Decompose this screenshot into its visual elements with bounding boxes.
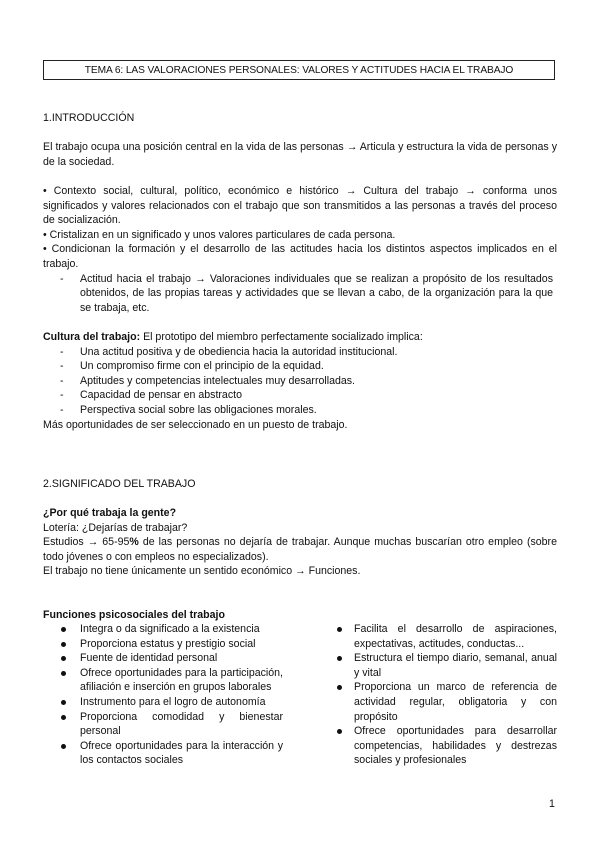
funcion-item: Ofrece oportunidades para desarrollar competencias, habilidades y destrezas sociales y profesionales <box>335 724 557 768</box>
funcion-item: Proporciona comodidad y bienestar personal <box>43 710 283 739</box>
cultura-block <box>43 330 557 432</box>
funciones-right-list <box>335 622 557 768</box>
significado-block <box>43 506 557 579</box>
funcion-item: Ofrece oportunidades para la participación, afiliación e inserción en grupos laborales <box>43 666 283 695</box>
cultura-closing: Más oportunidades de ser seleccionado en un puesto de trabajo. <box>43 418 348 431</box>
loteria-line: Lotería: ¿Dejarías de trabajar? <box>43 521 188 534</box>
cultura-item: - Aptitudes y competencias intelectuales muy desarrolladas. <box>43 374 557 389</box>
funciones-left-column <box>43 622 283 768</box>
attitude-list <box>43 272 557 316</box>
cultura-text: El prototipo del miembro perfectamente socializado implica: <box>140 331 423 343</box>
cultura-intro <box>43 330 557 345</box>
funciones-heading: Funciones psicosociales del trabajo <box>43 609 225 621</box>
economico-line: El trabajo no tiene únicamente un sentido económico → Funciones. <box>43 565 361 578</box>
cultura-item: - Un compromiso firme con el principio de la equidad. <box>43 359 557 374</box>
question-heading: ¿Por qué trabaja la gente? <box>43 507 177 519</box>
section-1-heading: 1.INTRODUCCIÓN <box>43 112 135 124</box>
funcion-item: Proporciona estatus y prestigio social <box>43 637 283 652</box>
intro-bullet: • Cristalizan en un significado y unos valores particulares de cada persona. <box>43 228 396 241</box>
estudios-paragraph <box>43 535 557 564</box>
cultura-label: Cultura del trabajo: <box>43 331 141 343</box>
section-2-heading: 2.SIGNIFICADO DEL TRABAJO <box>43 478 196 490</box>
cultura-list <box>43 345 557 418</box>
funcion-item: Instrumento para el logro de autonomía <box>43 695 283 710</box>
funciones-right-column <box>335 622 557 768</box>
cultura-item: - Una actitud positiva y de obediencia hacia la autoridad institucional. <box>43 345 557 360</box>
estudios-start: Estudios → 65-95 <box>43 536 130 549</box>
cultura-item: - Perspectiva social sobre las obligaciones morales. <box>43 403 557 418</box>
funcion-item: Facilita el desarrollo de aspiraciones, expectativas, actitudes, conductas... <box>335 622 557 651</box>
estudios-percent: % <box>129 536 139 549</box>
intro-paragraph: El trabajo ocupa una posición central en la vida de las personas → Articula y estructura la vida de personas y de la sociedad. <box>43 141 557 168</box>
funcion-item: Proporciona un marco de referencia de actividad regular, obligatoria y con propósito <box>335 680 557 724</box>
page-number: 1 <box>549 798 555 810</box>
cultura-item: - Capacidad de pensar en abstracto <box>43 388 557 403</box>
intro-bullets <box>43 184 557 315</box>
funcion-item: Integra o da significado a la existencia <box>43 622 283 637</box>
funcion-item: Fuente de identidad personal <box>43 651 283 666</box>
estudios-rest: de las personas no dejaría de trabajar. Aunque muchas buscarían otro empleo (sobre todo jóvenes o con empleos no especializados). <box>43 536 557 563</box>
intro-bullet: • Contexto social, cultural, político, económico e histórico → Cultura del trabajo → conforma unos significados y valores relacionados con el trabajo que son transmitidos a las personas a través del proceso de socialización. <box>43 185 557 227</box>
document-title: TEMA 6: LAS VALORACIONES PERSONALES: VALORES Y ACTITUDES HACIA EL TRABAJO <box>43 60 555 80</box>
attitude-item: - Actitud hacia el trabajo → Valoraciones individuales que se realizan a propósito de los resultados obtenidos, de las propias tareas y actividades que se llevan a cabo, de la organización para la que se trabaja, etc. <box>43 272 557 316</box>
funcion-item: Ofrece oportunidades para la interacción y los contactos sociales <box>43 739 283 768</box>
intro-bullet: • Condicionan la formación y el desarrollo de las actitudes hacia los distintos aspectos implicados en el trabajo. <box>43 243 557 270</box>
funcion-item: Estructura el tiempo diario, semanal, anual y vital <box>335 651 557 680</box>
funciones-left-list <box>43 622 283 768</box>
